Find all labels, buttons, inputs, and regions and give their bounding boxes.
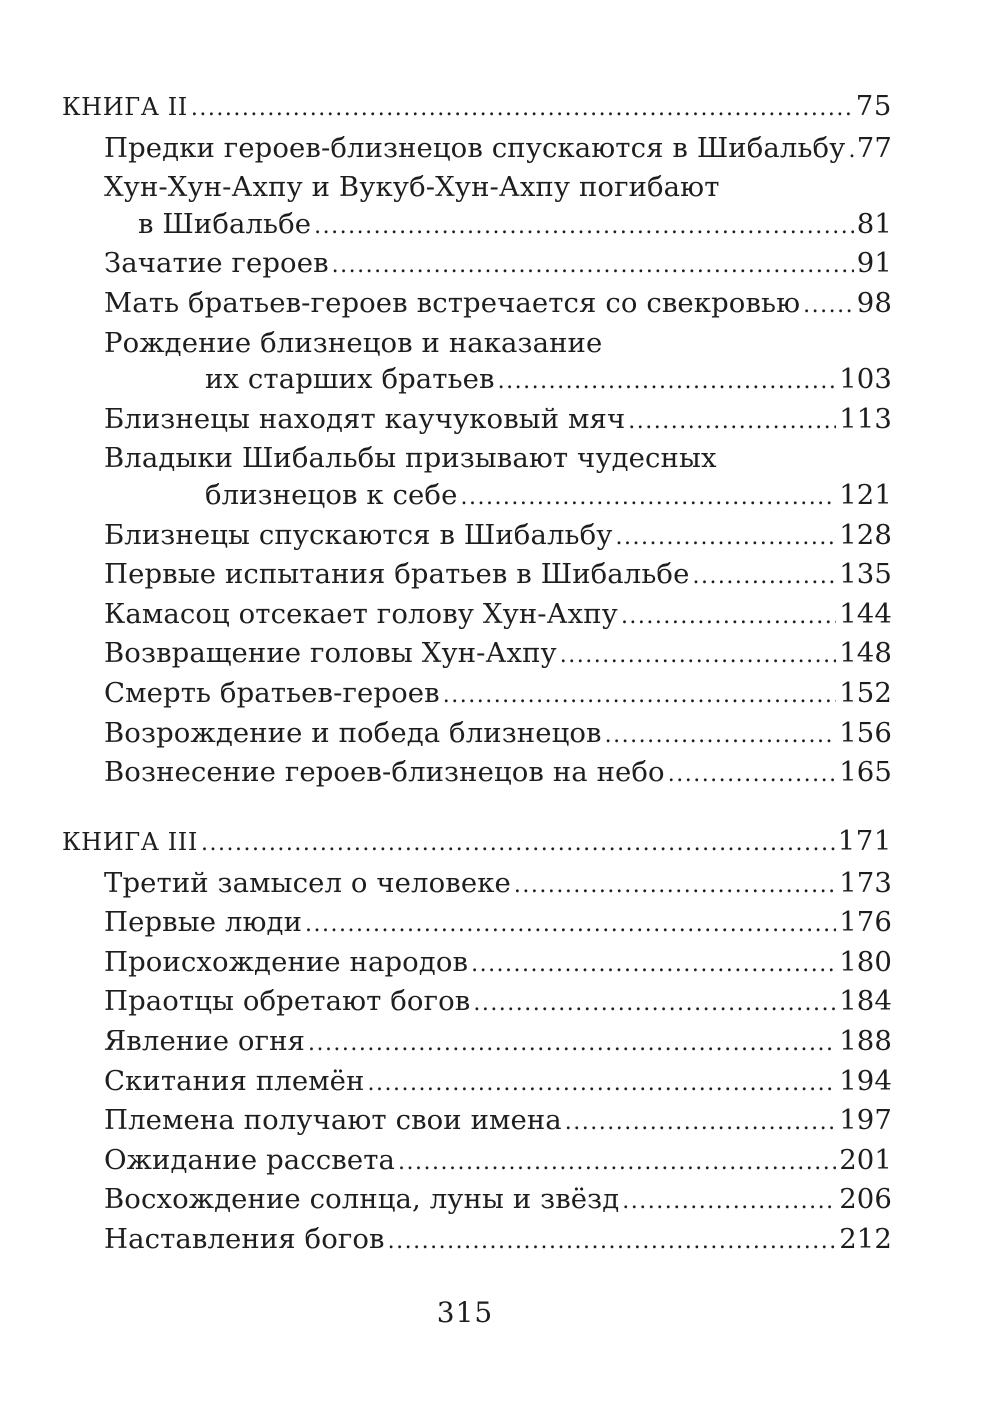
toc-entry-title: Происхождение народов — [104, 945, 469, 978]
toc-entry[interactable] — [62, 983, 892, 1023]
toc-page-number: 135 — [839, 558, 892, 591]
toc-entry-title: Камасоц отсекает голову Хун-Ахпу — [104, 597, 618, 630]
toc-entry-title: Ожидание рассвета — [104, 1143, 396, 1176]
toc-entry[interactable] — [62, 130, 892, 170]
toc-dot-leader — [308, 1023, 836, 1063]
toc-page-number: 121 — [839, 478, 892, 511]
toc-page-number: 194 — [839, 1064, 892, 1097]
toc-dot-leader — [803, 285, 854, 325]
toc-entry-title: Возвращение головы Хун-Ахпу — [104, 637, 557, 670]
toc-entry-first-line[interactable] — [62, 169, 892, 206]
toc-entry-title-continued: в Шибальбе — [138, 207, 312, 240]
toc-dot-leader — [668, 754, 836, 794]
toc-entry-first-line[interactable] — [62, 440, 892, 477]
toc-dot-leader — [471, 944, 836, 984]
toc-entry-title: Рождение близнецов и наказание — [104, 326, 603, 359]
toc-entry-title: Смерть братьев-героев — [104, 676, 440, 709]
toc-dot-leader — [460, 477, 836, 517]
toc-page-number: 197 — [839, 1104, 892, 1137]
toc-entry-title: Племена получают свои имена — [104, 1104, 562, 1137]
toc-entry[interactable] — [62, 675, 892, 715]
toc-page-number: 180 — [839, 945, 892, 978]
toc-book-heading[interactable] — [62, 88, 892, 128]
toc-page-number: 148 — [839, 637, 892, 670]
toc-entry[interactable] — [62, 635, 892, 675]
toc-page-number: 75 — [855, 90, 892, 122]
toc-entry-title: Третий замысел о человеке — [104, 866, 511, 899]
toc-entry-title: Зачатие героев — [104, 247, 329, 280]
toc-book-title: КНИГА II — [62, 93, 188, 121]
toc-dot-leader — [332, 245, 854, 285]
toc-entry-title: Близнецы находят каучуковый мяч — [104, 402, 626, 435]
toc-entry-title: Восхождение солнца, луны и звёзд — [104, 1183, 620, 1216]
toc-entry-title: Возрождение и победа близнецов — [104, 716, 602, 749]
toc-entry[interactable] — [62, 556, 892, 596]
toc-entry[interactable] — [62, 361, 892, 401]
toc-page-number: 176 — [839, 906, 892, 939]
toc-page-number: 144 — [839, 597, 892, 630]
toc-dot-leader — [191, 89, 853, 128]
toc-dot-leader — [616, 517, 837, 557]
toc-page-number: 212 — [839, 1222, 892, 1255]
toc-entry[interactable] — [62, 517, 892, 557]
toc-dot-leader — [473, 983, 836, 1023]
toc-dot-leader — [565, 1102, 836, 1142]
toc-entry-title: Первые люди — [104, 906, 303, 939]
toc-page-number: 206 — [839, 1183, 892, 1216]
toc-entry[interactable] — [62, 754, 892, 794]
toc-entry[interactable] — [62, 1023, 892, 1063]
toc-entry-title: Вознесение героев-близнецов на небо — [104, 756, 665, 789]
toc-page-number: 156 — [839, 716, 892, 749]
toc-dot-leader — [560, 635, 836, 675]
toc-entry[interactable] — [62, 245, 892, 285]
toc-entry[interactable] — [62, 944, 892, 984]
toc-entry-title: Явление огня — [104, 1024, 305, 1057]
toc-page-number: 98 — [856, 286, 892, 319]
toc-entry-title: Близнецы спускаются в Шибальбу — [104, 518, 613, 551]
toc-entry-first-line[interactable] — [62, 325, 892, 362]
toc-entry-title: Первые испытания братьев в Шибальбе — [104, 558, 690, 591]
toc-section-book-3 — [62, 823, 892, 1261]
toc-dot-leader — [314, 206, 854, 246]
toc-entry[interactable] — [62, 206, 892, 246]
toc-page-number: 113 — [839, 402, 892, 435]
toc-page-number: 77 — [856, 131, 892, 164]
toc-entry[interactable] — [62, 401, 892, 441]
toc-section-book-2 — [62, 88, 892, 794]
toc-entry-title: Скитания племён — [104, 1064, 365, 1097]
toc-entry[interactable] — [62, 1102, 892, 1142]
toc-entry-title-continued: их старших братьев — [205, 363, 495, 396]
toc-page-number: 81 — [856, 207, 892, 240]
toc-entry-title: Наставления богов — [104, 1222, 385, 1255]
toc-dot-leader — [367, 1063, 836, 1103]
toc-entry-title: Предки героев-близнецов спускаются в Шибальбу — [104, 131, 846, 164]
toc-dot-leader — [305, 904, 836, 944]
toc-dot-leader — [201, 824, 835, 863]
toc-dot-leader — [388, 1221, 837, 1261]
toc-entry[interactable] — [62, 865, 892, 905]
toc-page-number: 103 — [839, 363, 892, 396]
toc-entry[interactable] — [62, 1181, 892, 1221]
toc-page-number: 184 — [839, 985, 892, 1018]
toc-entry[interactable] — [62, 285, 892, 325]
toc-dot-leader — [443, 675, 836, 715]
toc-page-number: 152 — [839, 676, 892, 709]
footer-page-number: 315 — [436, 1296, 494, 1329]
toc-dot-leader — [398, 1142, 836, 1182]
toc-dot-leader — [628, 401, 836, 441]
toc-dot-leader — [514, 865, 836, 905]
toc-page-number: 128 — [839, 518, 892, 551]
toc-page-number: 91 — [856, 247, 892, 280]
toc-entry[interactable] — [62, 715, 892, 755]
toc-dot-leader — [498, 361, 837, 401]
toc-dot-leader — [622, 1181, 836, 1221]
toc-entry[interactable] — [62, 1142, 892, 1182]
toc-entry[interactable] — [62, 1063, 892, 1103]
toc-dot-leader — [621, 596, 836, 636]
toc-book-title: КНИГА III — [62, 828, 198, 856]
toc-entry-title: Владыки Шибальбы призывают чудесных — [104, 442, 717, 475]
toc-entry-title: Мать братьев-героев встречается со свекровью — [104, 286, 801, 319]
toc-entry-title: Хун-Хун-Ахпу и Вукуб-Хун-Ахпу погибают — [104, 171, 720, 204]
toc-book-heading[interactable] — [62, 823, 892, 863]
toc-entry[interactable] — [62, 904, 892, 944]
toc-page-number: 171 — [837, 825, 892, 857]
toc-dot-leader — [605, 715, 837, 755]
toc-entry[interactable] — [62, 477, 892, 517]
toc-entry-title: Праотцы обретают богов — [104, 985, 471, 1018]
toc-entry-title-continued: близнецов к себе — [205, 478, 458, 511]
toc-page-number: 201 — [839, 1143, 892, 1176]
toc-page-number: 165 — [839, 756, 892, 789]
toc-entry[interactable] — [62, 1221, 892, 1261]
toc-entry[interactable] — [62, 596, 892, 636]
toc-page-number: 188 — [839, 1024, 892, 1057]
toc-dot-leader — [848, 130, 853, 170]
toc-dot-leader — [692, 556, 836, 596]
toc-page-number: 173 — [839, 866, 892, 899]
